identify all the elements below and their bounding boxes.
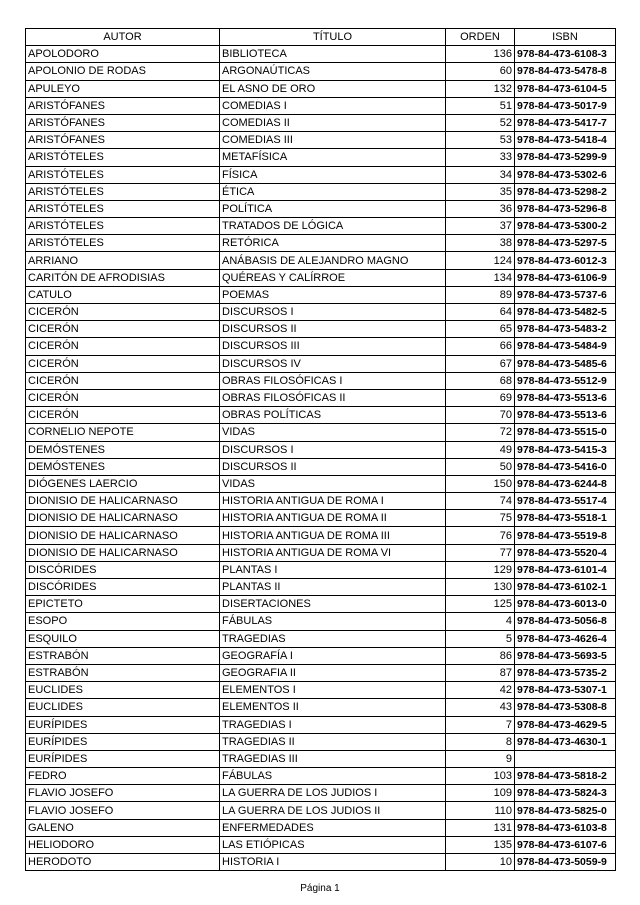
cell-autor: EURÍPIDES [26, 716, 220, 733]
cell-orden: 109 [446, 785, 515, 802]
cell-isbn: 978-84-473-4630-1 [515, 733, 616, 750]
cell-orden: 134 [446, 269, 515, 286]
cell-titulo: DISCURSOS III [220, 338, 446, 355]
cell-isbn: 978-84-473-4629-5 [515, 716, 616, 733]
cell-orden: 110 [446, 802, 515, 819]
table-row [26, 854, 616, 871]
cell-autor: DIONISIO DE HALICARNASO [26, 544, 220, 561]
cell-autor: CICERÓN [26, 355, 220, 372]
cell-titulo: HISTORIA ANTIGUA DE ROMA VI [220, 544, 446, 561]
table-row [26, 768, 616, 785]
cell-autor: FLAVIO JOSEFO [26, 785, 220, 802]
header-autor: AUTOR [26, 29, 220, 46]
cell-titulo: RETÓRICA [220, 235, 446, 252]
cell-autor: CICERÓN [26, 407, 220, 424]
cell-orden: 60 [446, 63, 515, 80]
cell-autor: ARISTÓTELES [26, 149, 220, 166]
cell-titulo: TRAGEDIAS II [220, 733, 446, 750]
table-row [26, 475, 616, 492]
cell-autor: FLAVIO JOSEFO [26, 802, 220, 819]
cell-autor: CORNELIO NEPOTE [26, 424, 220, 441]
table-row [26, 682, 616, 699]
table-row [26, 46, 616, 63]
cell-orden: 9 [446, 750, 515, 767]
table-row [26, 647, 616, 664]
cell-orden: 50 [446, 458, 515, 475]
cell-titulo: OBRAS FILOSÓFICAS II [220, 389, 446, 406]
cell-isbn: 978-84-473-5517-4 [515, 493, 616, 510]
cell-isbn: 978-84-473-5737-6 [515, 286, 616, 303]
page-footer: Página 1 [300, 883, 340, 894]
cell-orden: 49 [446, 441, 515, 458]
cell-isbn [515, 750, 616, 767]
cell-titulo: POEMAS [220, 286, 446, 303]
table-row [26, 733, 616, 750]
table-row [26, 561, 616, 578]
catalog-table [25, 28, 616, 871]
table-row [26, 510, 616, 527]
cell-isbn: 978-84-473-5415-3 [515, 441, 616, 458]
cell-isbn: 978-84-473-6106-9 [515, 269, 616, 286]
table-row [26, 699, 616, 716]
cell-isbn: 978-84-473-6013-0 [515, 596, 616, 613]
cell-titulo: FÁBULAS [220, 768, 446, 785]
cell-autor: DIONISIO DE HALICARNASO [26, 527, 220, 544]
table-row [26, 785, 616, 802]
cell-titulo: FÍSICA [220, 166, 446, 183]
table-row [26, 716, 616, 733]
cell-titulo: TRAGEDIAS [220, 630, 446, 647]
cell-titulo: PLANTAS II [220, 579, 446, 596]
cell-isbn: 978-84-473-5818-2 [515, 768, 616, 785]
cell-isbn: 978-84-473-6107-6 [515, 836, 616, 853]
cell-isbn: 978-84-473-5515-0 [515, 424, 616, 441]
cell-orden: 89 [446, 286, 515, 303]
table-row [26, 235, 616, 252]
cell-isbn: 978-84-473-5512-9 [515, 372, 616, 389]
table-row [26, 802, 616, 819]
cell-autor: EPICTETO [26, 596, 220, 613]
cell-orden: 130 [446, 579, 515, 596]
cell-autor: EURÍPIDES [26, 733, 220, 750]
cell-titulo: POLÍTICA [220, 200, 446, 217]
cell-titulo: OBRAS POLÍTICAS [220, 407, 446, 424]
table-row [26, 613, 616, 630]
cell-titulo: VIDAS [220, 475, 446, 492]
cell-isbn: 978-84-473-5825-0 [515, 802, 616, 819]
cell-isbn: 978-84-473-5693-5 [515, 647, 616, 664]
cell-titulo: LA GUERRA DE LOS JUDIOS I [220, 785, 446, 802]
cell-isbn: 978-84-473-6104-5 [515, 80, 616, 97]
cell-isbn: 978-84-473-5298-2 [515, 183, 616, 200]
cell-isbn: 978-84-473-5513-6 [515, 389, 616, 406]
cell-titulo: HISTORIA I [220, 854, 446, 871]
cell-autor: DIONISIO DE HALICARNASO [26, 493, 220, 510]
cell-autor: ARISTÓFANES [26, 97, 220, 114]
cell-titulo: ENFERMEDADES [220, 819, 446, 836]
cell-titulo: FÁBULAS [220, 613, 446, 630]
cell-autor: HELIODORO [26, 836, 220, 853]
cell-isbn: 978-84-473-5417-7 [515, 114, 616, 131]
table-row [26, 579, 616, 596]
cell-orden: 76 [446, 527, 515, 544]
table-row [26, 321, 616, 338]
cell-isbn: 978-84-473-5735-2 [515, 664, 616, 681]
cell-titulo: COMEDIAS II [220, 114, 446, 131]
cell-orden: 129 [446, 561, 515, 578]
table-row [26, 114, 616, 131]
table-row [26, 97, 616, 114]
cell-isbn: 978-84-473-5017-9 [515, 97, 616, 114]
cell-orden: 51 [446, 97, 515, 114]
cell-titulo: BIBLIOTECA [220, 46, 446, 63]
cell-autor: ESTRABÓN [26, 647, 220, 664]
table-row [26, 424, 616, 441]
table-row [26, 527, 616, 544]
cell-autor: ARRIANO [26, 252, 220, 269]
cell-isbn: 978-84-473-5416-0 [515, 458, 616, 475]
cell-autor: ARISTÓFANES [26, 132, 220, 149]
table-row [26, 338, 616, 355]
table-row [26, 407, 616, 424]
cell-orden: 70 [446, 407, 515, 424]
cell-autor: CATULO [26, 286, 220, 303]
table-row [26, 80, 616, 97]
cell-autor: EURÍPIDES [26, 750, 220, 767]
cell-isbn: 978-84-473-5307-1 [515, 682, 616, 699]
cell-titulo: DISCURSOS I [220, 304, 446, 321]
table-row [26, 183, 616, 200]
cell-titulo: HISTORIA ANTIGUA DE ROMA III [220, 527, 446, 544]
cell-orden: 150 [446, 475, 515, 492]
cell-orden: 64 [446, 304, 515, 321]
cell-titulo: HISTORIA ANTIGUA DE ROMA I [220, 493, 446, 510]
table-row [26, 132, 616, 149]
table-row [26, 630, 616, 647]
cell-titulo: LAS ETIÓPICAS [220, 836, 446, 853]
table-row [26, 389, 616, 406]
cell-orden: 36 [446, 200, 515, 217]
cell-autor: ARISTÓTELES [26, 183, 220, 200]
table-row [26, 269, 616, 286]
cell-titulo: COMEDIAS III [220, 132, 446, 149]
cell-titulo: DISCURSOS II [220, 458, 446, 475]
cell-orden: 33 [446, 149, 515, 166]
table-row [26, 286, 616, 303]
cell-orden: 42 [446, 682, 515, 699]
cell-autor: APULEYO [26, 80, 220, 97]
cell-autor: CARITÓN DE AFRODISIAS [26, 269, 220, 286]
cell-orden: 34 [446, 166, 515, 183]
cell-isbn: 978-84-473-5308-8 [515, 699, 616, 716]
table-row [26, 544, 616, 561]
table-row [26, 750, 616, 767]
cell-orden: 86 [446, 647, 515, 664]
cell-orden: 7 [446, 716, 515, 733]
cell-isbn: 978-84-473-6012-3 [515, 252, 616, 269]
cell-orden: 35 [446, 183, 515, 200]
cell-autor: DEMÓSTENES [26, 441, 220, 458]
cell-isbn: 978-84-473-5485-6 [515, 355, 616, 372]
cell-titulo: OBRAS FILOSÓFICAS I [220, 372, 446, 389]
table-row [26, 819, 616, 836]
cell-isbn: 978-84-473-5056-8 [515, 613, 616, 630]
cell-autor: GALENO [26, 819, 220, 836]
cell-orden: 68 [446, 372, 515, 389]
cell-orden: 131 [446, 819, 515, 836]
cell-isbn: 978-84-473-5297-5 [515, 235, 616, 252]
cell-titulo: ARGONAÚTICAS [220, 63, 446, 80]
cell-orden: 8 [446, 733, 515, 750]
header-orden: ORDEN [446, 29, 515, 46]
cell-autor: HERODOTO [26, 854, 220, 871]
cell-isbn: 978-84-473-4626-4 [515, 630, 616, 647]
cell-orden: 125 [446, 596, 515, 613]
table-row [26, 252, 616, 269]
header-titulo: TÍTULO [220, 29, 446, 46]
cell-isbn: 978-84-473-5513-6 [515, 407, 616, 424]
cell-orden: 124 [446, 252, 515, 269]
cell-autor: APOLONIO DE RODAS [26, 63, 220, 80]
cell-titulo: METAFÍSICA [220, 149, 446, 166]
cell-titulo: ANÁBASIS DE ALEJANDRO MAGNO [220, 252, 446, 269]
cell-autor: ESTRABÓN [26, 664, 220, 681]
table-row [26, 372, 616, 389]
cell-orden: 69 [446, 389, 515, 406]
cell-titulo: LA GUERRA DE LOS JUDIOS II [220, 802, 446, 819]
cell-autor: DISCÓRIDES [26, 579, 220, 596]
cell-orden: 135 [446, 836, 515, 853]
cell-isbn: 978-84-473-6244-8 [515, 475, 616, 492]
cell-titulo: HISTORIA ANTIGUA DE ROMA II [220, 510, 446, 527]
cell-orden: 74 [446, 493, 515, 510]
cell-autor: ARISTÓTELES [26, 218, 220, 235]
table-row [26, 836, 616, 853]
cell-autor: CICERÓN [26, 304, 220, 321]
cell-titulo: ÉTICA [220, 183, 446, 200]
cell-isbn: 978-84-473-6101-4 [515, 561, 616, 578]
cell-titulo: TRAGEDIAS I [220, 716, 446, 733]
table-row [26, 218, 616, 235]
cell-autor: ARISTÓTELES [26, 200, 220, 217]
cell-isbn: 978-84-473-5300-2 [515, 218, 616, 235]
cell-orden: 103 [446, 768, 515, 785]
cell-isbn: 978-84-473-5484-9 [515, 338, 616, 355]
cell-titulo: ELEMENTOS I [220, 682, 446, 699]
cell-isbn: 978-84-473-5478-8 [515, 63, 616, 80]
cell-orden: 52 [446, 114, 515, 131]
cell-isbn: 978-84-473-5299-9 [515, 149, 616, 166]
cell-autor: ESOPO [26, 613, 220, 630]
cell-autor: EUCLIDES [26, 699, 220, 716]
table-row [26, 304, 616, 321]
cell-orden: 10 [446, 854, 515, 871]
table-row [26, 166, 616, 183]
cell-isbn: 978-84-473-5059-9 [515, 854, 616, 871]
cell-orden: 53 [446, 132, 515, 149]
table-row [26, 200, 616, 217]
cell-orden: 72 [446, 424, 515, 441]
cell-isbn: 978-84-473-5418-4 [515, 132, 616, 149]
cell-isbn: 978-84-473-5302-6 [515, 166, 616, 183]
header-isbn: ISBN [515, 29, 616, 46]
cell-isbn: 978-84-473-6103-8 [515, 819, 616, 836]
cell-autor: CICERÓN [26, 389, 220, 406]
cell-isbn: 978-84-473-5824-3 [515, 785, 616, 802]
cell-orden: 75 [446, 510, 515, 527]
cell-autor: APOLODORO [26, 46, 220, 63]
cell-orden: 43 [446, 699, 515, 716]
table-row [26, 441, 616, 458]
cell-titulo: PLANTAS I [220, 561, 446, 578]
cell-titulo: TRAGEDIAS III [220, 750, 446, 767]
cell-orden: 136 [446, 46, 515, 63]
cell-autor: ARISTÓTELES [26, 235, 220, 252]
table-row [26, 149, 616, 166]
cell-isbn: 978-84-473-6102-1 [515, 579, 616, 596]
cell-orden: 65 [446, 321, 515, 338]
table-row [26, 596, 616, 613]
cell-autor: DEMÓSTENES [26, 458, 220, 475]
cell-autor: ARISTÓTELES [26, 166, 220, 183]
cell-orden: 38 [446, 235, 515, 252]
cell-isbn: 978-84-473-5520-4 [515, 544, 616, 561]
cell-orden: 5 [446, 630, 515, 647]
cell-orden: 87 [446, 664, 515, 681]
cell-titulo: GEOGRAFÍA I [220, 647, 446, 664]
cell-autor: DISCÓRIDES [26, 561, 220, 578]
cell-isbn: 978-84-473-5518-1 [515, 510, 616, 527]
cell-autor: DIONISIO DE HALICARNASO [26, 510, 220, 527]
cell-titulo: DISCURSOS IV [220, 355, 446, 372]
table-row [26, 458, 616, 475]
cell-orden: 37 [446, 218, 515, 235]
cell-autor: ARISTÓFANES [26, 114, 220, 131]
table-row [26, 63, 616, 80]
cell-titulo: ELEMENTOS II [220, 699, 446, 716]
cell-titulo: DISCURSOS II [220, 321, 446, 338]
cell-autor: EUCLIDES [26, 682, 220, 699]
table-row [26, 664, 616, 681]
cell-autor: ESQUILO [26, 630, 220, 647]
cell-titulo: DISERTACIONES [220, 596, 446, 613]
cell-isbn: 978-84-473-5519-8 [515, 527, 616, 544]
cell-autor: DIÓGENES LAERCIO [26, 475, 220, 492]
cell-orden: 4 [446, 613, 515, 630]
cell-titulo: TRATADOS DE LÓGICA [220, 218, 446, 235]
cell-orden: 66 [446, 338, 515, 355]
cell-titulo: QUÉREAS Y CALÍRROE [220, 269, 446, 286]
cell-orden: 132 [446, 80, 515, 97]
cell-autor: CICERÓN [26, 372, 220, 389]
table-row [26, 493, 616, 510]
cell-orden: 67 [446, 355, 515, 372]
cell-isbn: 978-84-473-5483-2 [515, 321, 616, 338]
cell-autor: FEDRO [26, 768, 220, 785]
cell-orden: 77 [446, 544, 515, 561]
cell-titulo: EL ASNO DE ORO [220, 80, 446, 97]
header-row [26, 29, 616, 46]
cell-isbn: 978-84-473-5296-8 [515, 200, 616, 217]
cell-autor: CICERÓN [26, 321, 220, 338]
table-row [26, 355, 616, 372]
cell-titulo: COMEDIAS I [220, 97, 446, 114]
cell-titulo: GEOGRAFIA II [220, 664, 446, 681]
cell-titulo: DISCURSOS I [220, 441, 446, 458]
cell-titulo: VIDAS [220, 424, 446, 441]
cell-autor: CICERÓN [26, 338, 220, 355]
cell-isbn: 978-84-473-5482-5 [515, 304, 616, 321]
cell-isbn: 978-84-473-6108-3 [515, 46, 616, 63]
